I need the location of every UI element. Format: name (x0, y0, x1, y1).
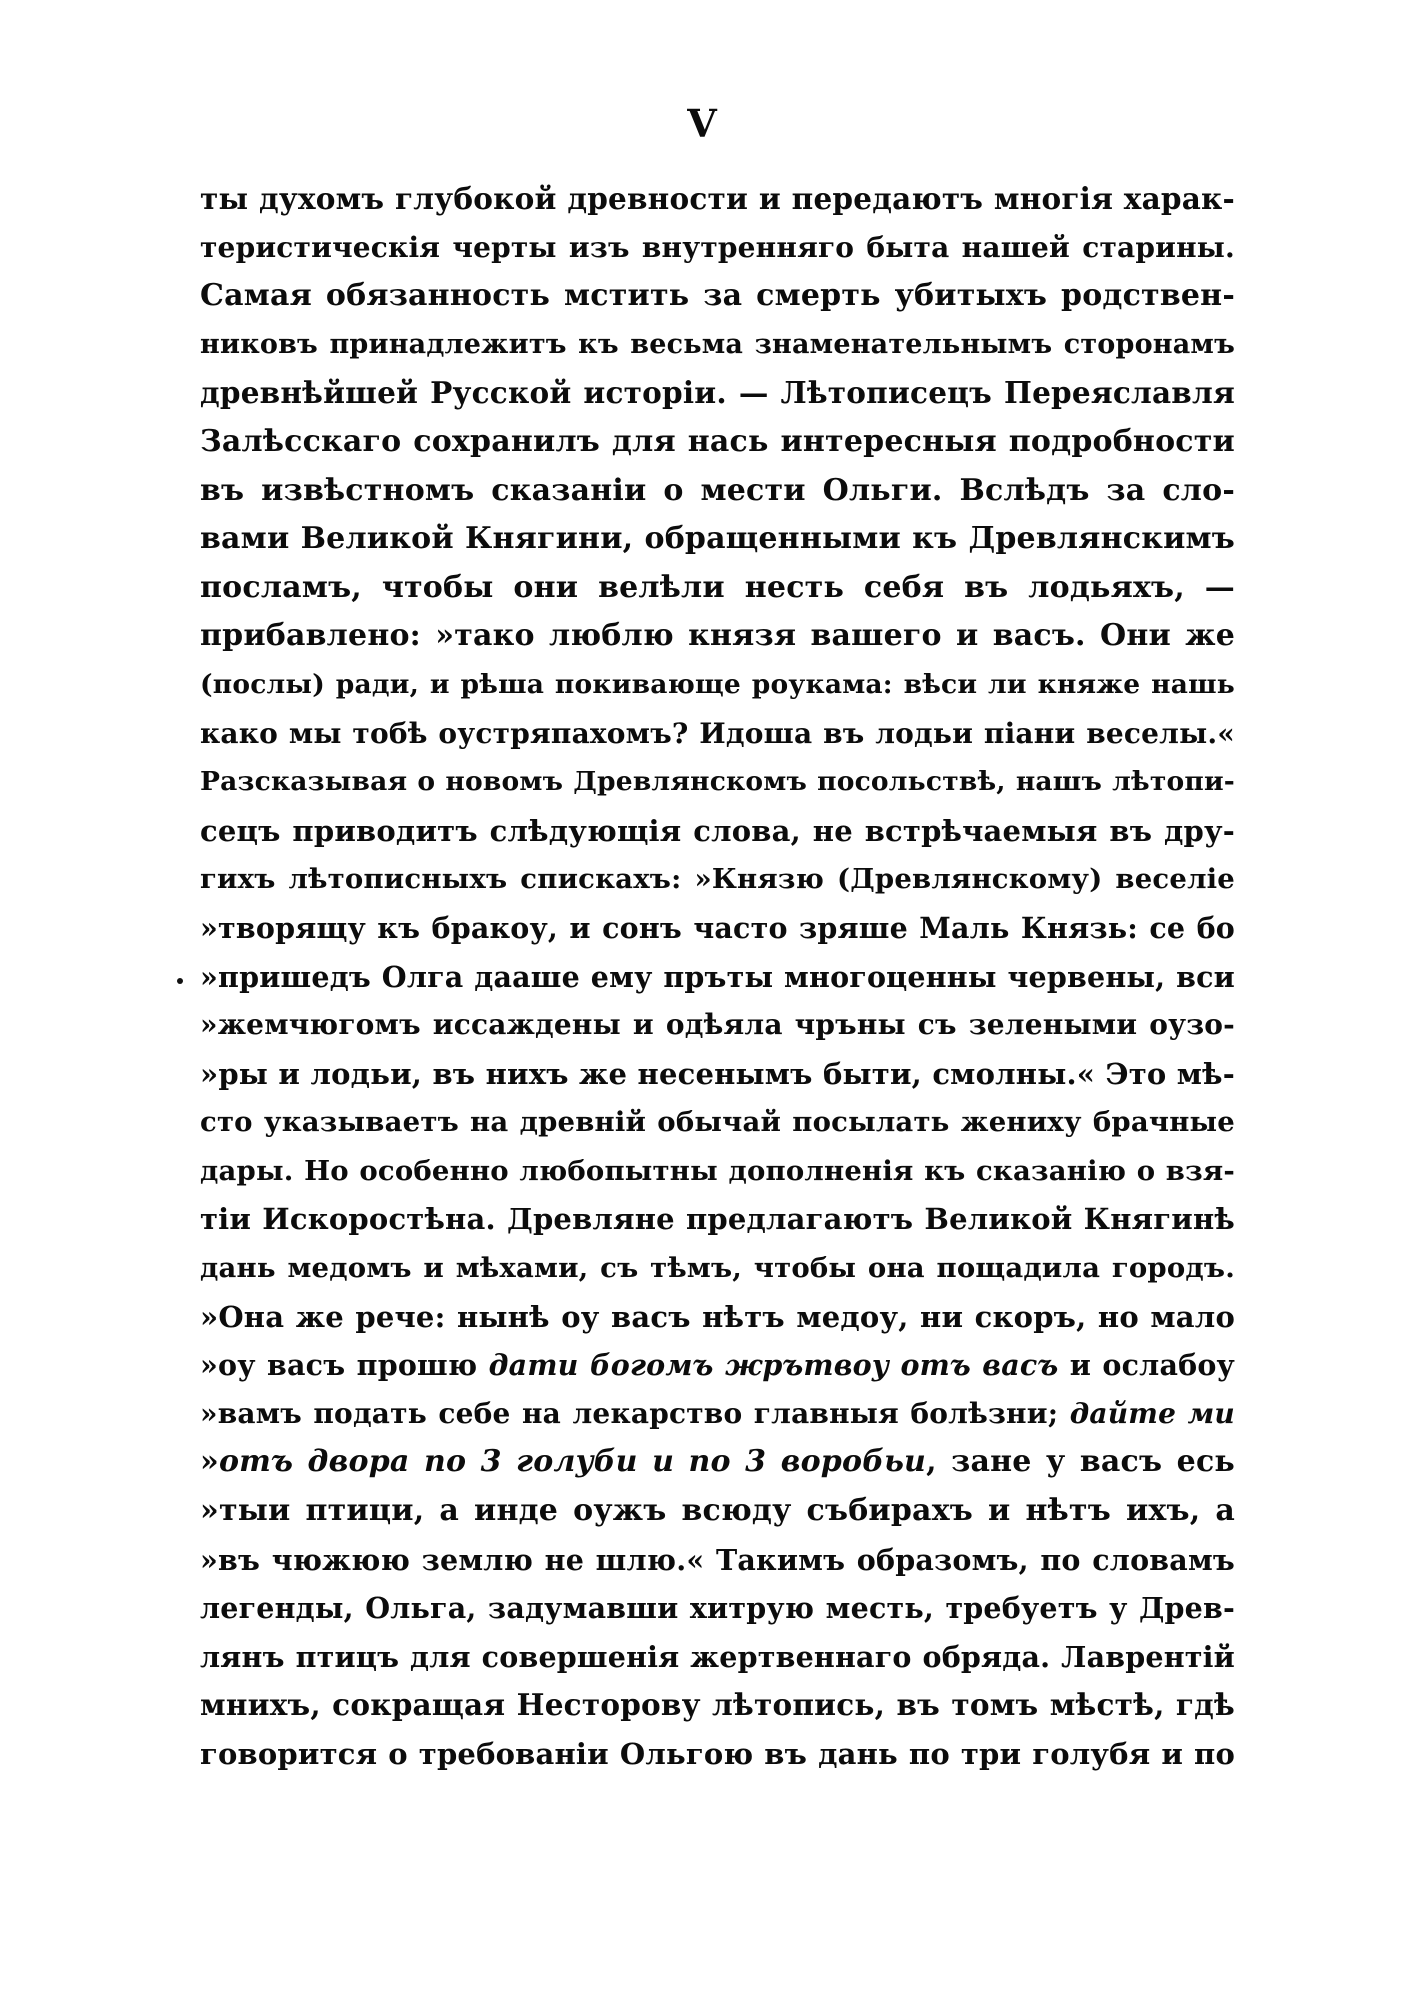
text-segment: посламъ, чтобы они велѣли несть себя въ лодьяхъ, — (200, 569, 1235, 605)
text-segment: Залѣсскаго сохранилъ для нась интересныя подробности (200, 423, 1235, 459)
text-segment: »творящу къ бракоу, и сонъ часто зряше Маль Князь: се бо (200, 910, 1235, 945)
text-segment: »жемчюгомъ иссаждены и одѣяла чръны съ зелеными оузо- (200, 1008, 1235, 1042)
text-segment: лянъ птицъ для совершенія жертвеннаго обряда. Лаврентій (200, 1639, 1235, 1674)
italic-segment: отъ двора по 3 голуби и по 3 воробьи (218, 1444, 927, 1480)
text-line (200, 175, 1235, 224)
text-line (200, 758, 1235, 807)
text-segment: легенды, Ольга, задумавши хитрую месть, требуетъ у Древ- (200, 1591, 1235, 1626)
text-segment: » (200, 1444, 219, 1480)
text-line (200, 1147, 1235, 1196)
text-segment: , зане у васъ есь (926, 1444, 1235, 1480)
text-line (200, 1341, 1235, 1390)
text-segment: мнихъ, сокращая Несторову лѣтопись, въ томъ мѣстѣ, гдѣ (200, 1687, 1235, 1723)
text-segment: сецъ приводитъ слѣдующія слова, не встрѣчаемыя въ дру- (200, 813, 1235, 848)
text-line (200, 515, 1235, 564)
text-segment: Разсказывая о новомъ Древлянскомъ посольствѣ, нашъ лѣтопи- (200, 766, 1235, 798)
text-segment: въ извѣстномъ сказаніи о мести Ольги. Вслѣдъ за сло- (200, 472, 1235, 508)
text-segment: дары. Но особенно любопытны дополненія къ сказанію о взя- (200, 1154, 1235, 1187)
text-line (200, 953, 1235, 1002)
text-line (200, 1293, 1235, 1342)
text-segment: и ослабоу (1058, 1348, 1235, 1383)
text-line (200, 1536, 1235, 1585)
text-line (200, 1390, 1235, 1439)
text-line (200, 1633, 1235, 1682)
italic-segment: дати богомъ жрътвоу отъ васъ (488, 1348, 1059, 1383)
italic-segment: дайте ми (1069, 1396, 1235, 1430)
text-line (200, 1098, 1235, 1147)
text-line (200, 467, 1235, 516)
text-segment: »пришедъ Олга дааше ему пръты многоценны червены, вси (200, 959, 1235, 994)
text-segment: сто указываетъ на древній обычай посылать жениху брачные (200, 1106, 1235, 1139)
text-segment: Самая обязанность мстить за смерть убитыхъ родствен- (200, 278, 1235, 314)
text-line (200, 1681, 1235, 1730)
text-line (200, 1438, 1235, 1487)
text-line (200, 1050, 1235, 1099)
text-segment: гихъ лѣтописныхъ спискахъ: »Князю (Древлянскому) веселіе (200, 863, 1235, 896)
page-number: V (687, 101, 717, 146)
text-line (200, 1584, 1235, 1633)
text-line (200, 612, 1235, 661)
text-segment: теристическія черты изъ внутренняго быта нашей старины. (200, 230, 1235, 264)
text-segment: древнѣйшей Русской исторіи. — Лѣтописецъ Переяславля (200, 375, 1235, 411)
text-line (200, 224, 1235, 273)
text-line (200, 904, 1235, 953)
text-segment: »тыи птици, а инде оужъ всюду събирахъ и нѣтъ ихъ, а (200, 1493, 1235, 1529)
text-segment: »ры и лодьи, въ нихъ же несенымъ быти, смолны.« Это мѣ- (200, 1056, 1235, 1091)
text-line (200, 807, 1235, 856)
text-segment: вами Великой Княгини, обращенными къ Древлянскимъ (200, 521, 1235, 557)
text-line (200, 1487, 1235, 1536)
text-segment: ты духомъ глубокой древности и передаютъ многія харак- (200, 181, 1235, 216)
text-segment: »Она же рече: нынѣ оу васъ нѣтъ медоу, ни скоръ, но мало (200, 1299, 1235, 1334)
margin-mark (177, 978, 183, 984)
text-segment: дань медомъ и мѣхами, съ тѣмъ, чтобы она пощадила городъ. (200, 1252, 1235, 1285)
text-segment: (послы) ради, и рѣша покивающе роукама: вѣси ли княже нашь (200, 668, 1235, 700)
text-line (200, 418, 1235, 467)
text-segment: како мы тобѣ оустряпахомъ? Идоша въ лодьи піани веселы.« (200, 716, 1235, 750)
text-segment: прибавлено: »тако люблю князя вашего и васъ. Они же (200, 618, 1235, 654)
body-text (200, 175, 1235, 1779)
text-line (200, 272, 1235, 321)
text-line (200, 564, 1235, 613)
text-segment: »въ чюжюю землю не шлю.« Такимъ образомъ, по словамъ (200, 1542, 1235, 1577)
text-line (200, 855, 1235, 904)
text-line (200, 1001, 1235, 1050)
text-segment: говорится о требованіи Ольгою въ дань по три голубя и по (200, 1737, 1235, 1771)
text-segment: »вамъ подать себе на лекарство главныя болѣзни; (200, 1396, 1070, 1430)
text-line (200, 1730, 1235, 1779)
text-segment: тіи Искоростѣна. Древляне предлагаютъ Великой Княгинѣ (200, 1202, 1235, 1237)
text-line (200, 710, 1235, 759)
text-line (200, 1195, 1235, 1244)
text-line (200, 369, 1235, 418)
text-line (200, 661, 1235, 710)
text-segment: никовъ принадлежитъ къ весьма знаменательнымъ сторонамъ (200, 328, 1235, 360)
text-line (200, 321, 1235, 370)
text-segment: »оу васъ прошю (200, 1348, 489, 1383)
text-line (200, 1244, 1235, 1293)
